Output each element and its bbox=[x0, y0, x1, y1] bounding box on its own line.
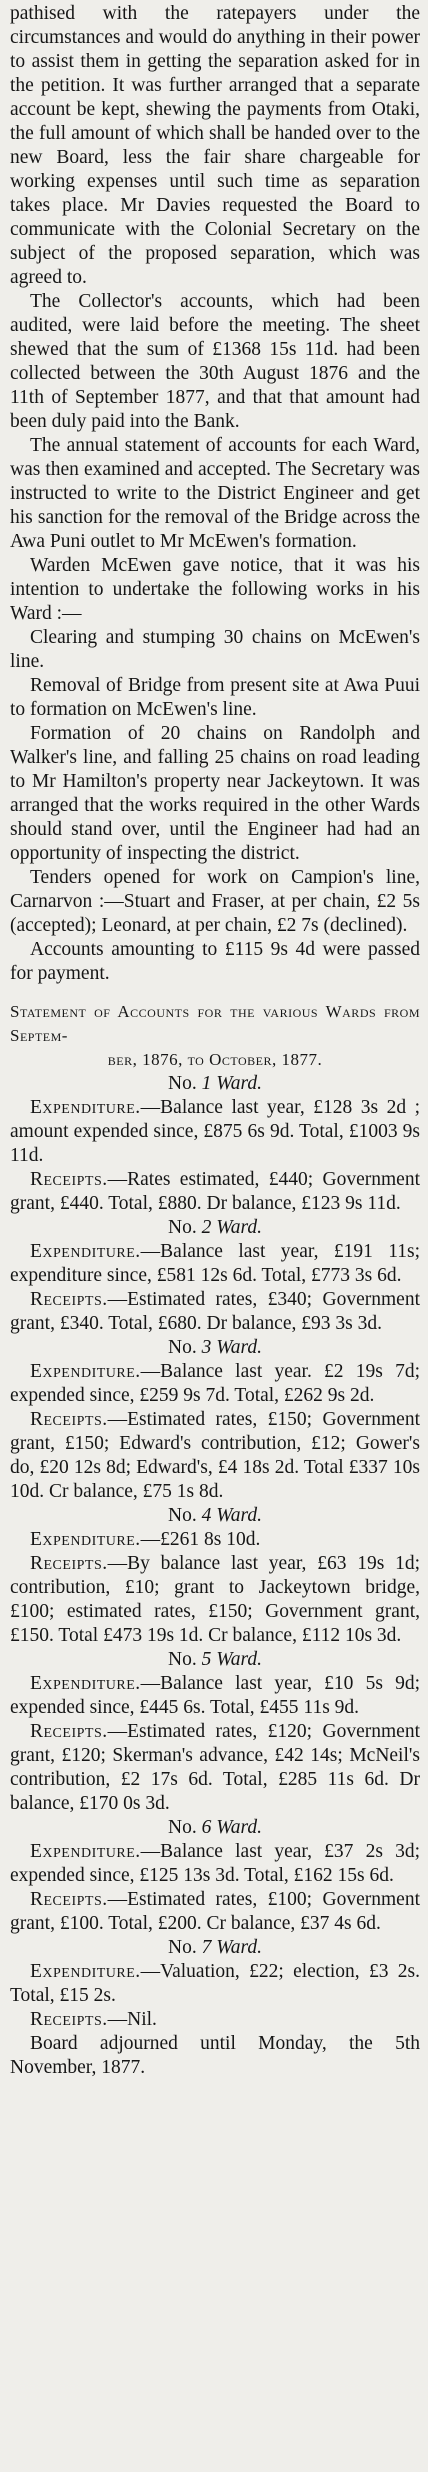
ward-expenditure: Expenditure.—Balance last year, £37 2s 3d; expended since, £125 13s 3d. Total, £162 15s 6d. bbox=[10, 1841, 420, 1886]
statement-heading-line2: ber, 1876, to October, 1877. bbox=[107, 1050, 323, 1069]
ward-section bbox=[10, 1216, 420, 1336]
ward-section bbox=[10, 1336, 420, 1504]
ward-expenditure: Expenditure.—Balance last year. £2 19s 7d; expended since, £259 9s 7d. Total, £262 9s 2d. bbox=[10, 1361, 420, 1406]
ward-receipts: Receipts.—Rates estimated, £440; Government grant, £440. Total, £880. Dr balance, £123 9s 11d. bbox=[10, 1169, 420, 1214]
ward-receipts: Receipts.—Estimated rates, £340; Government grant, £340. Total, £680. Dr balance, £93 3s 3d. bbox=[10, 1289, 420, 1334]
ward-expenditure: Expenditure.—£261 8s 10d. bbox=[30, 1529, 261, 1550]
ward-section bbox=[10, 1816, 420, 1936]
ward-section bbox=[10, 1072, 420, 1216]
ward-title: No. 2 Ward. bbox=[168, 1217, 262, 1238]
ward-accounts bbox=[10, 1072, 420, 2032]
paragraph-bridge-removal: Removal of Bridge from present site at Awa Puui to formation on McEwen's line. bbox=[10, 675, 420, 720]
ward-receipts: Receipts.—Estimated rates, £120; Government grant, £120; Skerman's advance, £42 14s; McNeil's contribution, £2 17s 6d. Total, £285 11s 6d. Dr balance, £170 0s 3d. bbox=[10, 1721, 420, 1814]
ward-receipts: Receipts.—Nil. bbox=[30, 2009, 157, 2030]
ward-receipts: Receipts.—By balance last year, £63 19s 1d; contribution, £10; grant to Jackeytown bridge, £100; estimated rates, £150; Government grant, £150. Total £473 19s 1d. Cr balance, £112 10s 3d. bbox=[10, 1553, 420, 1646]
paragraph-collector-accounts: The Collector's accounts, which had been audited, were laid before the meeting. The sheet shewed that the sum of £1368 15s 11d. had been collected between the 30th August 1876 and the 11th of September 1877, and that that amount had been duly paid into the Bank. bbox=[10, 291, 420, 432]
ward-expenditure: Expenditure.—Balance last year, £191 11s; expenditure since, £581 12s 6d. Total, £773 3s 6d. bbox=[10, 1241, 420, 1286]
ward-title: No. 5 Ward. bbox=[168, 1649, 262, 1670]
paragraph-clearing: Clearing and stumping 30 chains on McEwen's line. bbox=[10, 627, 420, 672]
ward-title: No. 3 Ward. bbox=[168, 1337, 262, 1358]
statement-heading-line1: Statement of Accounts for the various Wards from Septem- bbox=[10, 1002, 420, 1045]
paragraph-formation: Formation of 20 chains on Randolph and Walker's line, and falling 25 chains on road leading to Mr Hamilton's property near Jackeytown. It was arranged that the works required in the other Wards should stand over, until the Engineer had had an opportunity of inspecting the district. bbox=[10, 723, 420, 864]
paragraph-accounts-passed: Accounts amounting to £115 9s 4d were passed for payment. bbox=[10, 939, 420, 984]
ward-section bbox=[10, 1648, 420, 1816]
ward-title: No. 1 Ward. bbox=[168, 1073, 262, 1094]
ward-expenditure: Expenditure.—Valuation, £22; election, £3 2s. Total, £15 2s. bbox=[10, 1961, 420, 2006]
paragraph-tenders: Tenders opened for work on Campion's line, Carnarvon :—Stuart and Fraser, at per chain, £2 5s (accepted); Leonard, at per chain, £2 7s (declined). bbox=[10, 867, 420, 936]
ward-receipts: Receipts.—Estimated rates, £100; Government grant, £100. Total, £200. Cr balance, £37 4s 6d. bbox=[10, 1889, 420, 1934]
ward-title: No. 6 Ward. bbox=[168, 1817, 262, 1838]
ward-receipts: Receipts.—Estimated rates, £150; Government grant, £150; Edward's contribution, £12; Gower's do, £20 12s 8d; Edward's, £4 18s 2d. Total £337 10s 10d. Cr balance, £75 1s 8d. bbox=[10, 1409, 420, 1502]
paragraph-annual-statement: The annual statement of accounts for each Ward, was then examined and accepted. The Secretary was instructed to write to the District Engineer and get his sanction for the removal of the Bridge across the Awa Puni outlet to Mr McEwen's formation. bbox=[10, 435, 420, 552]
ward-title: No. 7 Ward. bbox=[168, 1937, 262, 1958]
closing-paragraph: Board adjourned until Monday, the 5th November, 1877. bbox=[10, 2033, 420, 2078]
statement-heading bbox=[10, 1000, 420, 1072]
ward-section bbox=[10, 1936, 420, 2032]
ward-expenditure: Expenditure.—Balance last year, £10 5s 9d; expended since, £445 6s. Total, £455 11s 9d. bbox=[10, 1673, 420, 1718]
paragraph-warden-notice: Warden McEwen gave notice, that it was his intention to undertake the following works in his Ward :— bbox=[10, 555, 420, 624]
ward-title: No. 4 Ward. bbox=[168, 1505, 262, 1526]
ward-expenditure: Expenditure.—Balance last year, £128 3s 2d ; amount expended since, £875 6s 9d. Total, £1003 9s 11d. bbox=[10, 1097, 420, 1166]
paragraph-separation: pathised with the ratepayers under the circumstances and would do anything in their power to assist them in getting the separation asked for in the petition. It was further arranged that a separate account be kept, shewing the payments from Otaki, the full amount of which shall be handed over to the new Board, less the fair share chargeable for working expenses until such time as separation takes place. Mr Davies requested the Board to communicate with the Colonial Secretary on the subject of the proposed separation, which was agreed to. bbox=[10, 3, 420, 288]
ward-section bbox=[10, 1504, 420, 1648]
